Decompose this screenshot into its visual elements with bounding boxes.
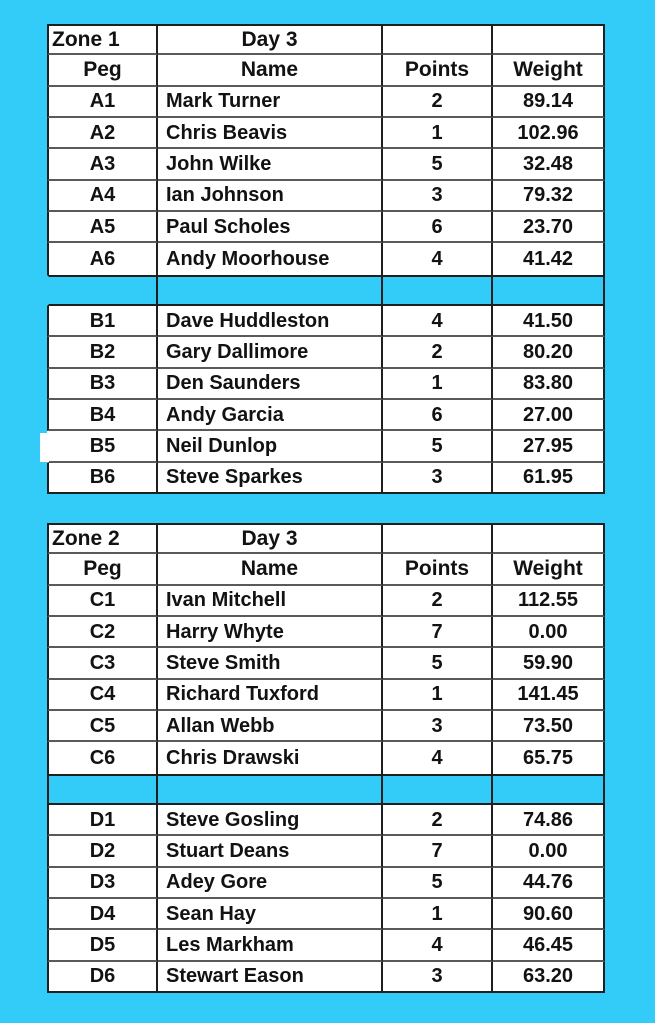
- empty-cell: [383, 24, 493, 55]
- result-row: [47, 337, 605, 368]
- result-row: [47, 962, 605, 993]
- empty-cell: [493, 523, 605, 554]
- result-row: [47, 711, 605, 742]
- spacer-cell: [493, 774, 605, 805]
- column-header-points: Points: [383, 55, 493, 86]
- weight-cell: 41.42: [493, 243, 605, 274]
- points-cell: 2: [383, 337, 493, 368]
- peg-cell: D4: [47, 899, 158, 930]
- weight-cell: 44.76: [493, 868, 605, 899]
- peg-cell: A4: [47, 181, 158, 212]
- result-row: [47, 586, 605, 617]
- result-row: [47, 243, 605, 274]
- weight-cell: 141.45: [493, 680, 605, 711]
- points-cell: 1: [383, 369, 493, 400]
- peg-cell: C6: [47, 742, 158, 773]
- weight-cell: 27.00: [493, 400, 605, 431]
- weight-cell: 80.20: [493, 337, 605, 368]
- name-cell: Mark Turner: [158, 87, 383, 118]
- points-cell: 7: [383, 617, 493, 648]
- name-cell: Den Saunders: [158, 369, 383, 400]
- peg-cell: C3: [47, 648, 158, 679]
- day-label: Day 3: [158, 523, 383, 554]
- spacer-cell: [47, 275, 158, 306]
- column-header-name: Name: [158, 55, 383, 86]
- points-cell: 5: [383, 648, 493, 679]
- peg-cell: D2: [47, 836, 158, 867]
- points-cell: 4: [383, 306, 493, 337]
- peg-cell: B4: [47, 400, 158, 431]
- points-cell: 3: [383, 711, 493, 742]
- peg-cell: C5: [47, 711, 158, 742]
- peg-cell: B3: [47, 369, 158, 400]
- spacer-cell: [158, 774, 383, 805]
- weight-cell: 90.60: [493, 899, 605, 930]
- result-row: [47, 463, 605, 494]
- zone-label: Zone 1: [47, 24, 158, 55]
- name-cell: Chris Drawski: [158, 742, 383, 773]
- peg-cell: B1: [47, 306, 158, 337]
- zone-title-row: [47, 24, 605, 55]
- column-header-peg: Peg: [47, 55, 158, 86]
- peg-cell: D5: [47, 930, 158, 961]
- weight-cell: 0.00: [493, 836, 605, 867]
- spacer-cell: [158, 275, 383, 306]
- points-cell: 3: [383, 962, 493, 993]
- name-cell: Paul Scholes: [158, 212, 383, 243]
- points-cell: 1: [383, 118, 493, 149]
- result-row: [47, 648, 605, 679]
- result-row: [47, 431, 605, 462]
- weight-cell: 59.90: [493, 648, 605, 679]
- column-header-row: [47, 554, 605, 585]
- zone-title-row: [47, 523, 605, 554]
- weight-cell: 63.20: [493, 962, 605, 993]
- name-cell: Adey Gore: [158, 868, 383, 899]
- name-cell: Ian Johnson: [158, 181, 383, 212]
- weight-cell: 32.48: [493, 149, 605, 180]
- points-cell: 2: [383, 805, 493, 836]
- points-cell: 4: [383, 243, 493, 274]
- peg-cell: C4: [47, 680, 158, 711]
- name-cell: Chris Beavis: [158, 118, 383, 149]
- weight-cell: 79.32: [493, 181, 605, 212]
- result-row: [47, 742, 605, 773]
- name-cell: Dave Huddleston: [158, 306, 383, 337]
- zone-label: Zone 2: [47, 523, 158, 554]
- points-cell: 3: [383, 463, 493, 494]
- peg-cell: D3: [47, 868, 158, 899]
- name-cell: Les Markham: [158, 930, 383, 961]
- peg-cell: A3: [47, 149, 158, 180]
- spacer-row: [47, 774, 605, 805]
- result-row: [47, 617, 605, 648]
- name-cell: Steve Smith: [158, 648, 383, 679]
- weight-cell: 61.95: [493, 463, 605, 494]
- points-cell: 5: [383, 868, 493, 899]
- points-cell: 1: [383, 899, 493, 930]
- peg-cell: A2: [47, 118, 158, 149]
- peg-cell: B6: [47, 463, 158, 494]
- peg-cell: A1: [47, 87, 158, 118]
- points-cell: 6: [383, 212, 493, 243]
- empty-cell: [493, 24, 605, 55]
- name-cell: Richard Tuxford: [158, 680, 383, 711]
- result-row: [47, 212, 605, 243]
- name-cell: Gary Dallimore: [158, 337, 383, 368]
- column-header-row: [47, 55, 605, 86]
- name-cell: John Wilke: [158, 149, 383, 180]
- weight-cell: 46.45: [493, 930, 605, 961]
- weight-cell: 41.50: [493, 306, 605, 337]
- peg-cell: C1: [47, 586, 158, 617]
- name-cell: Steve Gosling: [158, 805, 383, 836]
- column-header-name: Name: [158, 554, 383, 585]
- result-row: [47, 805, 605, 836]
- column-header-peg: Peg: [47, 554, 158, 585]
- spacer-cell: [383, 774, 493, 805]
- name-cell: Sean Hay: [158, 899, 383, 930]
- empty-cell: [383, 523, 493, 554]
- name-cell: Andy Garcia: [158, 400, 383, 431]
- result-row: [47, 87, 605, 118]
- weight-cell: 65.75: [493, 742, 605, 773]
- column-header-weight: Weight: [493, 55, 605, 86]
- zone-results-table-2: [47, 523, 605, 993]
- name-cell: Harry Whyte: [158, 617, 383, 648]
- result-row: [47, 149, 605, 180]
- result-row: [47, 400, 605, 431]
- name-cell: Stewart Eason: [158, 962, 383, 993]
- result-row: [47, 930, 605, 961]
- column-header-weight: Weight: [493, 554, 605, 585]
- points-cell: 6: [383, 400, 493, 431]
- name-cell: Stuart Deans: [158, 836, 383, 867]
- peg-cell: B5: [47, 431, 158, 462]
- b5-row-border-gap-artifact: [40, 433, 49, 462]
- result-row: [47, 369, 605, 400]
- weight-cell: 27.95: [493, 431, 605, 462]
- weight-cell: 83.80: [493, 369, 605, 400]
- result-row: [47, 118, 605, 149]
- points-cell: 4: [383, 742, 493, 773]
- peg-cell: A6: [47, 243, 158, 274]
- name-cell: Ivan Mitchell: [158, 586, 383, 617]
- points-cell: 3: [383, 181, 493, 212]
- column-header-points: Points: [383, 554, 493, 585]
- result-row: [47, 181, 605, 212]
- result-row: [47, 836, 605, 867]
- weight-cell: 74.86: [493, 805, 605, 836]
- points-cell: 1: [383, 680, 493, 711]
- spacer-cell: [383, 275, 493, 306]
- points-cell: 5: [383, 149, 493, 180]
- points-cell: 5: [383, 431, 493, 462]
- peg-cell: B2: [47, 337, 158, 368]
- peg-cell: A5: [47, 212, 158, 243]
- peg-cell: D6: [47, 962, 158, 993]
- peg-cell: C2: [47, 617, 158, 648]
- weight-cell: 0.00: [493, 617, 605, 648]
- result-row: [47, 306, 605, 337]
- name-cell: Neil Dunlop: [158, 431, 383, 462]
- points-cell: 2: [383, 586, 493, 617]
- weight-cell: 73.50: [493, 711, 605, 742]
- spacer-row: [47, 275, 605, 306]
- points-cell: 7: [383, 836, 493, 867]
- spacer-cell: [47, 774, 158, 805]
- weight-cell: 89.14: [493, 87, 605, 118]
- name-cell: Andy Moorhouse: [158, 243, 383, 274]
- result-row: [47, 899, 605, 930]
- name-cell: Steve Sparkes: [158, 463, 383, 494]
- spacer-cell: [493, 275, 605, 306]
- peg-cell: D1: [47, 805, 158, 836]
- points-cell: 2: [383, 87, 493, 118]
- weight-cell: 102.96: [493, 118, 605, 149]
- result-row: [47, 868, 605, 899]
- weight-cell: 112.55: [493, 586, 605, 617]
- name-cell: Allan Webb: [158, 711, 383, 742]
- day-label: Day 3: [158, 24, 383, 55]
- weight-cell: 23.70: [493, 212, 605, 243]
- zone-results-table-1: [47, 24, 605, 494]
- points-cell: 4: [383, 930, 493, 961]
- result-row: [47, 680, 605, 711]
